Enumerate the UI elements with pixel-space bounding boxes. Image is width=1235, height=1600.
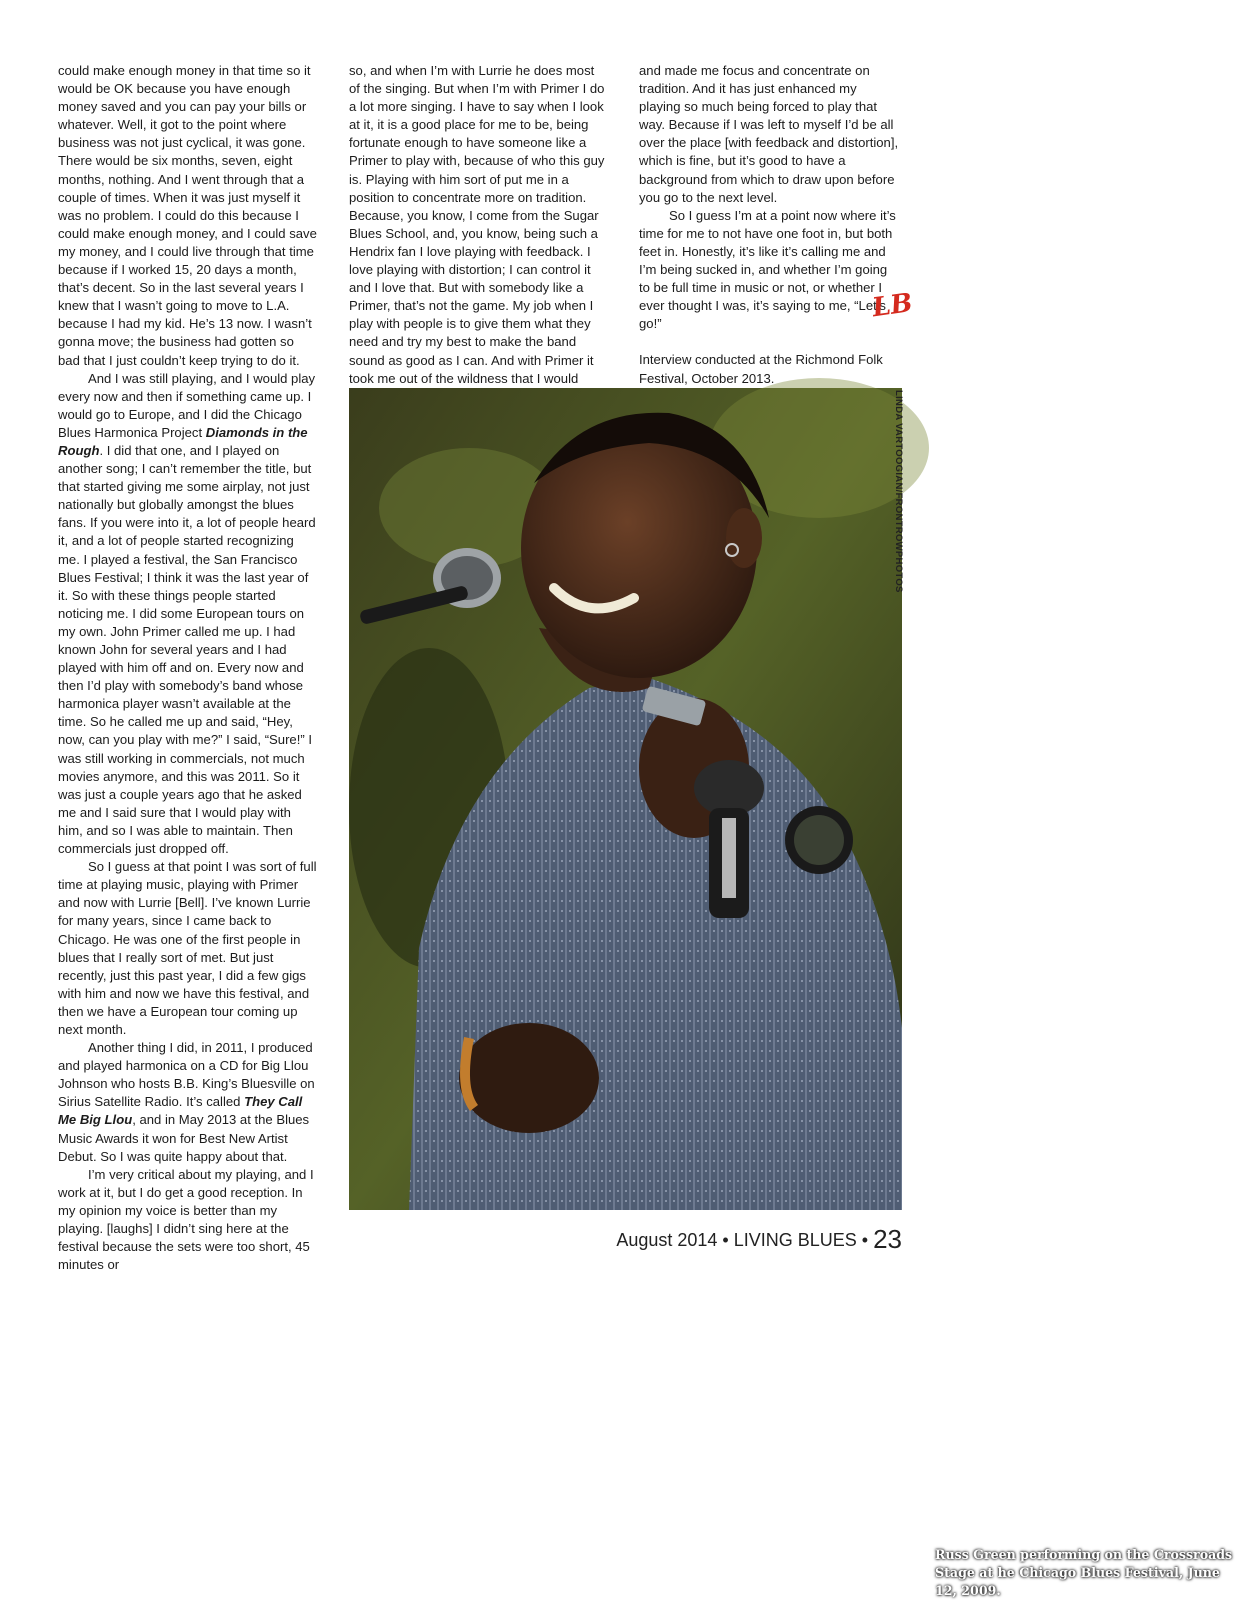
paragraph: I’m very critical about my playing, and I work at it, but I do get a good reception. In my opinion my voice is better than my playing. [laughs] I didn’t sing here at the festival because the sets were too short, 45 minutes or (58, 1166, 314, 1273)
paragraph: and made me focus and concentrate on tradition. And it has just enhanced my playing so much being forced to play that way. Because if I was left to myself I’d be all over the place [with feedback and distortion], which is fine, but it’s good to have a background from which to draw upon before you go to the next level. (639, 63, 899, 205)
column-2 (349, 62, 607, 406)
column-3 (639, 62, 901, 388)
paragraph (58, 370, 318, 859)
paragraph: so, and when I’m with Lurrie he does most of the singing. But when I’m with Primer I do a lot more singing. I have to say when I look at it, it is a good place for me to be, being fortunate enough to have someone like a Primer to play with, because of who this guy is. Playing with him sort of put me in a position to concentrate more on tradition. Because, you know, I come from the Sugar Blues School, and, you know, being such a Hendrix fan I love playing with feedback. I love playing with distortion; I can control it and I love that. But with somebody like a Primer, that’s not the game. My job when I play with people is to give them what they need and try my best to make the band sound as good as I can. And with Primer it took me out of the wildness that I would (349, 63, 605, 386)
page-number: 23 (873, 1224, 902, 1254)
paragraph: So I guess I’m at a point now where it’s time for me to not have one foot in, but both feet in. Honestly, it’s like it’s calling me and I’m being sucked in, and whether I’m going to be full time in music or not, or whether I ever thought I was, it’s saying to me, “Let’s go!” (639, 207, 896, 332)
paragraph: could make enough money in that time so it would be OK because you have enough money saved and you can pay your bills or whatever. Well, it got to the point where business was not just cyclical, it was gone. There would be six months, seven, eight months, nothing. And I went through that a couple of times. When it was just myself it was no problem. I could do this because I could make enough money, and I could save my money, and I could live through that time because if I worked 15, 20 days a month, that’s decent. So in the last several years I knew that I wasn’t going to move to L.A. because I had my kid. He’s 13 now. I wasn’t gonna move; the business had gotten so bad that I just couldn’t keep trying to do it. (58, 63, 317, 368)
album-title: Diamonds in the Rough (58, 424, 308, 458)
paragraph: So I guess at that point I was sort of full time at playing music, playing with Primer and now with Lurrie [Bell]. I’ve known Lurrie for many years, since I came back to Chicago. He was one of the first people in blues that I really sort of met. But just recently, just this past year, I did a few gigs with him and now we have this festival, and then we have a European tour coming up next month. (58, 859, 317, 1037)
svg-text:LB: LB (870, 288, 915, 324)
text-run: Another thing I did, in 2011, I produced and played harmonica on a CD for Big Llou Johnson who hosts B.B. King’s Bluesville on Sirius Satellite Radio. It’s called (58, 1040, 315, 1110)
photo-credit: LINDA VARTOOGIAN/FRONTROWPHOTOS (893, 390, 904, 593)
text-run: . I did that one, and I played on another song; I can’t remember the title, but that started giving me some airplay, not just nationally but globally amongst the blues fans. If you were into it, a lot of people heard it, and a lot of people started recognizing me. I played a festival, the San Francisco Blues Festival; I think it was the last year of it. So with these things people started noticing me. I did some European tours on my own. John Primer called me up. I had known John for several years and I had played with him off and on. Every now and then I’d play with somebody’s band whose harmonica player wasn’t available at the time. So he called me up and said, “Hey, now, can you play with me?” I said, “Sure!” I was still working in commercials, not much movies anymore, and this was 2011. So it was just a couple years ago that he asked me and I said sure that I would play with him, and so I was able to maintain. Then commercials just dropped off. (58, 442, 316, 857)
page-folio (616, 1224, 902, 1255)
interview-note: Interview conducted at the Richmond Folk Festival, October 2013. (639, 352, 883, 386)
text-run: , and in May 2013 at the Blues Music Awards it won for Best New Artist Debut. So I was quite happy about that. (58, 1112, 310, 1164)
album-title: They Call Me Big Llou (58, 1094, 303, 1128)
paragraph (58, 1039, 318, 1166)
text-run: And I was still playing, and I would play every now and then if something came up. I would go to Europe, and I did the Chicago Blues Harmonica Project (58, 370, 316, 440)
photo-caption: Russ Green performing on the Crossroads Stage at he Chicago Blues Festival, June 12, 2009. (935, 1547, 1233, 1598)
column-1 (58, 62, 318, 1274)
living-blues-logo (870, 284, 915, 324)
issue-and-magazine: August 2014 • LIVING BLUES • (616, 1230, 869, 1250)
